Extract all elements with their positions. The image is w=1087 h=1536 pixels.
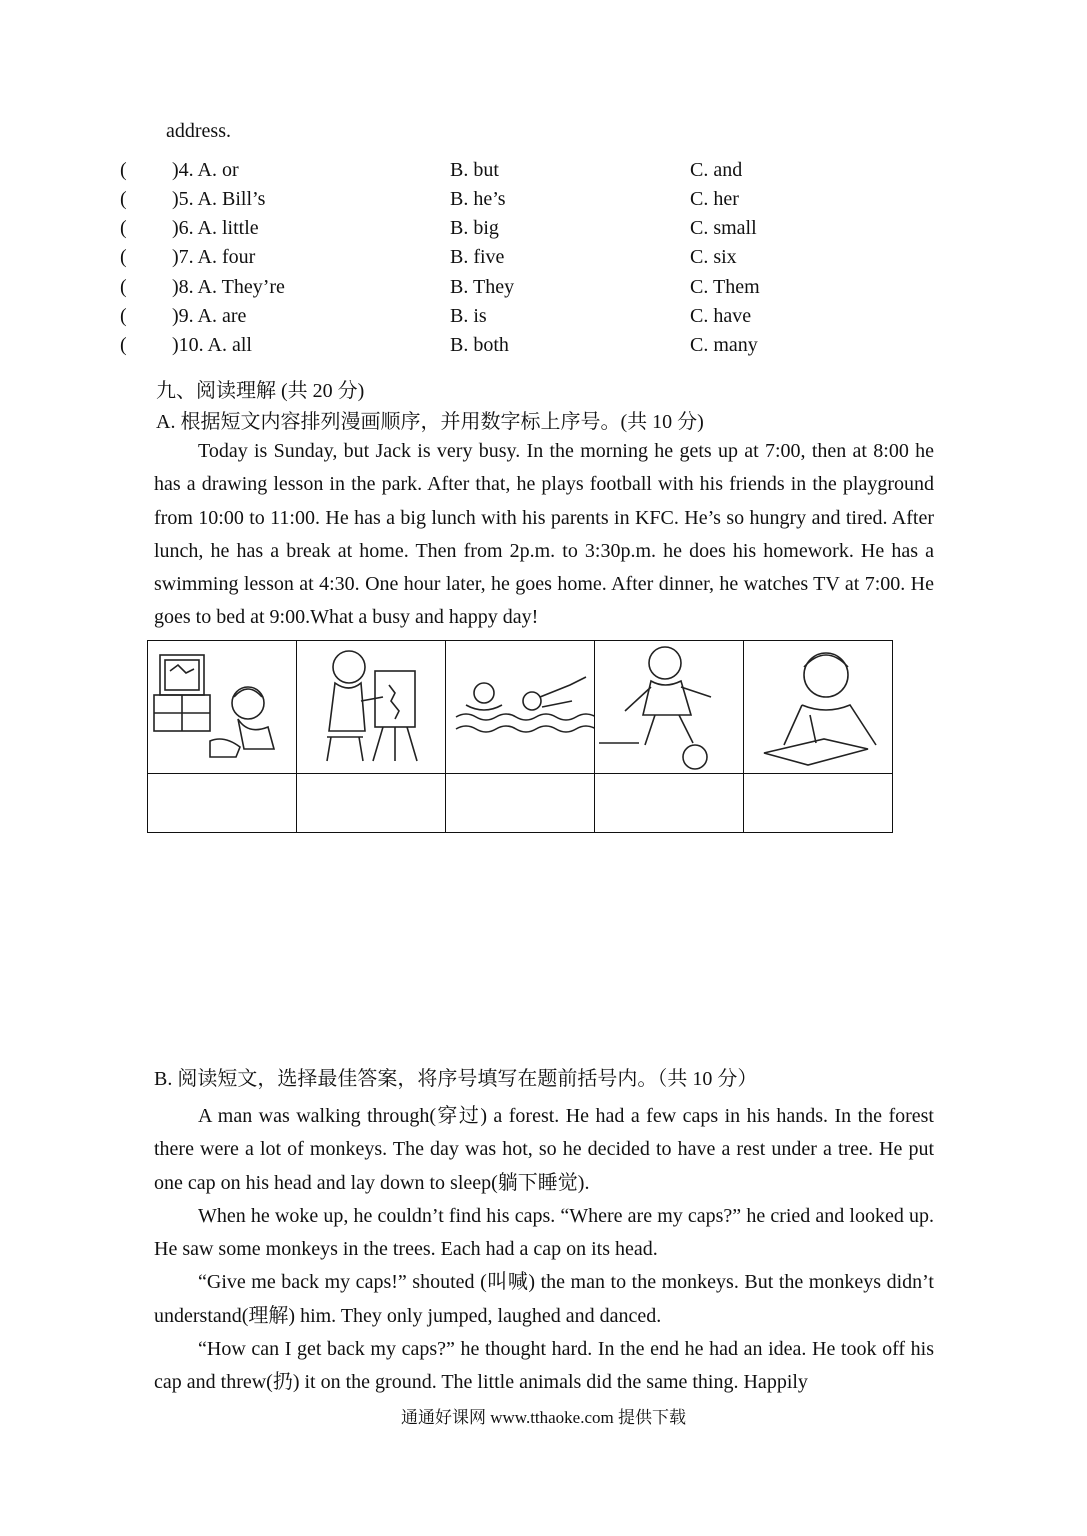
option-c: C. and [690,159,743,181]
mc-row [120,159,920,185]
option-b: B. They [450,276,515,298]
mc-row [120,305,920,331]
mc-row [120,276,920,302]
option-b: B. big [450,217,499,239]
mc-row [120,246,920,272]
doing-homework-picture [744,641,892,773]
mc-row [120,188,920,214]
page-footer: 通通好课网 www.tthaoke.com 提供下载 [400,1408,687,1427]
option-b: B. he’s [450,188,506,210]
answer-bracket: ( [120,159,127,181]
mc-row [120,217,920,243]
option-b: B. five [450,246,505,268]
option-a: )10. A. all [172,334,252,356]
picture-cell [744,641,893,774]
drawing-picture [297,641,445,773]
option-a: )8. A. They’re [172,276,285,298]
answer-bracket: ( [120,246,127,268]
option-c: C. six [690,246,737,268]
mc-row [120,334,920,360]
option-a: )7. A. four [172,246,256,268]
answer-bracket: ( [120,334,127,356]
picture-cell [595,641,744,774]
picture-cell [446,641,595,774]
answer-box[interactable] [297,774,446,833]
option-a: )4. A. or [172,159,239,181]
picture-ordering-table [147,640,893,833]
option-b: B. is [450,305,487,327]
answer-box[interactable] [595,774,744,833]
part-a-title: A. 根据短文内容排列漫画顺序，并用数字标上序号。(共 10 分) [156,411,704,433]
answer-bracket: ( [120,276,127,298]
passage-b [154,1100,934,1400]
option-c: C. have [690,305,752,327]
passage-b-paragraph: “Give me back my caps!” shouted (叫喊) the man to the monkeys. But the monkeys didn’t understand(理解) him. They only jumped, laughed and danced. [154,1271,934,1327]
part-b-title: B. 阅读短文，选择最佳答案，将序号填写在题前括号内。（共 10 分） [154,1068,758,1090]
answer-box[interactable] [744,774,893,833]
picture-cell [297,641,446,774]
option-c: C. Them [690,276,760,298]
option-a: )9. A. are [172,305,247,327]
option-b: B. both [450,334,509,356]
option-c: C. small [690,217,757,239]
answer-bracket: ( [120,305,127,327]
option-c: C. her [690,188,739,210]
answer-bracket: ( [120,217,127,239]
top-fragment: address. [166,120,231,142]
passage-b-paragraph: When he woke up, he couldn’t find his caps. “Where are my caps?” he cried and looked up. He saw some monkeys in the trees. Each had a cap on its head. [154,1204,934,1261]
option-b: B. but [450,159,499,181]
swimming-picture [446,641,594,773]
picture-cell [148,641,297,774]
passage-a-text: Today is Sunday, but Jack is very busy. In the morning he gets up at 7:00, then at 8:00 he has a drawing lesson in the park. After that, he plays football with his friends in the playground from 10:00 to 11:00. He has a big lunch with his parents in KFC. He’s so hungry and tired. After lunch, he has a break at home. Then from 2p.m. to 3:30p.m. he does his homework. He has a swimming lesson at 4:30. One hour later, he goes home. After dinner, he watches TV at 7:00. He goes to bed at 9:00.What a busy and happy day! [154,440,934,629]
option-a: )6. A. little [172,217,259,239]
playing-football-picture [595,641,743,773]
watching-tv-picture [148,641,296,773]
answer-box[interactable] [148,774,297,833]
answer-bracket: ( [120,188,127,210]
passage-b-paragraph: “How can I get back my caps?” he thought hard. In the end he had an idea. He took off his cap and threw(扔) it on the ground. The little animals did the same thing. Happily [154,1338,934,1394]
passage-b-paragraph: A man was walking through(穿过) a forest. He had a few caps in his hands. In the forest there were a lot of monkeys. The day was hot, so he decided to have a rest under a tree. He put one cap on his head and lay down to sleep(躺下睡觉). [154,1105,934,1194]
answer-box[interactable] [446,774,595,833]
option-c: C. many [690,334,758,356]
section-9-title: 九、阅读理解 (共 20 分) [156,380,365,402]
option-a: )5. A. Bill’s [172,188,266,210]
passage-a [154,435,934,635]
